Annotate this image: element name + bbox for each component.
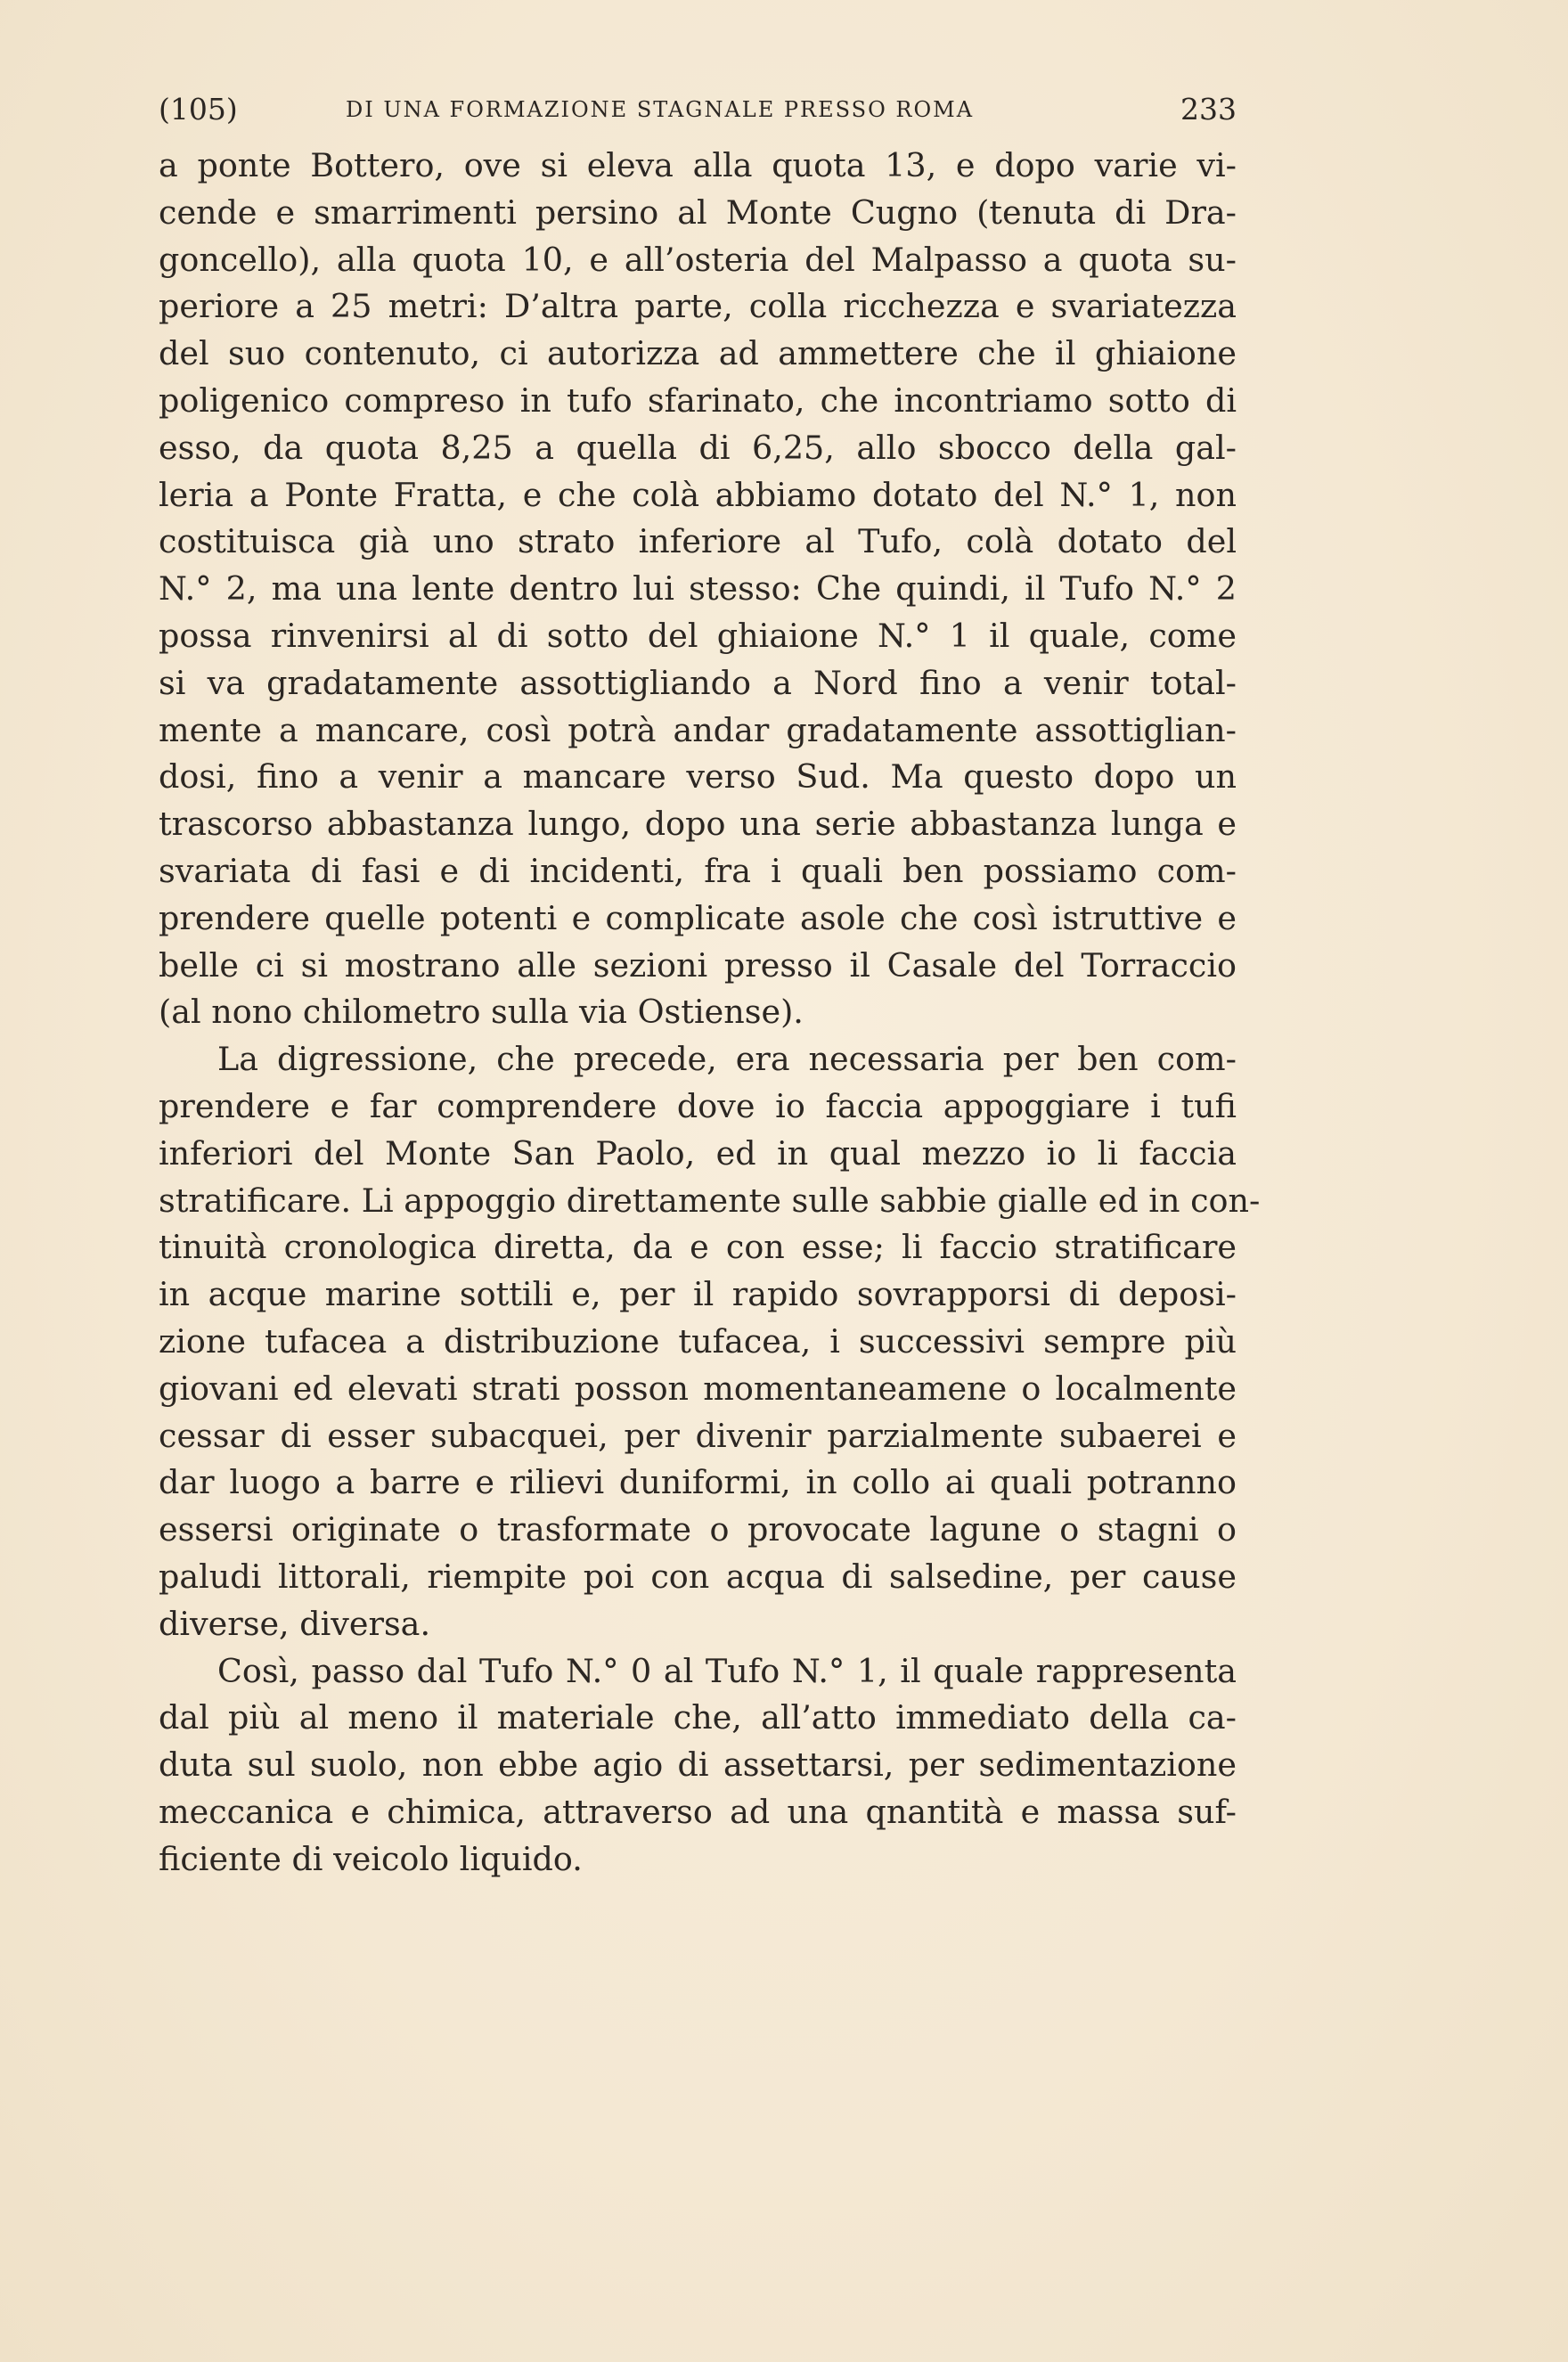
text-line: giovani ed elevati strati posson momentaneamene o localmente — [159, 1369, 1237, 1408]
text-line: in acque marine sottili e, per il rapido sovrapporsi di deposi- — [159, 1275, 1237, 1314]
text-line: del suo contenuto, ci autorizza ad ammettere che il ghiaione — [159, 334, 1237, 373]
page-number-right: 233 — [1180, 92, 1237, 127]
text-line: prendere quelle potenti e complicate asole che così istruttive e — [159, 898, 1237, 937]
text-line: esso, da quota 8,25 a quella di 6,25, allo sbocco della gal- — [159, 428, 1237, 467]
paragraph-3 — [159, 1648, 1237, 1884]
text-line: costituisca già uno strato inferiore al Tufo, colà dotato del — [159, 522, 1237, 561]
text-line: dal più al meno il materiale che, all’atto immediato della ca- — [159, 1698, 1237, 1737]
text-line: cende e smarrimenti persino al Monte Cugno (tenuta di Dra- — [159, 192, 1237, 232]
text-line: diverse, diversa. — [159, 1604, 431, 1643]
text-line: meccanica e chimica, attraverso ad una qnantità e massa suf- — [159, 1792, 1237, 1831]
text-line: Così, passo dal Tufo N.° 0 al Tufo N.° 1, il quale rappresenta — [217, 1651, 1237, 1690]
text-line: trascorso abbastanza lungo, dopo una serie abbastanza lunga e — [159, 805, 1237, 844]
text-line: (al nono chilometro sulla via Ostiense). — [159, 993, 804, 1032]
text-line: duta sul suolo, non ebbe agio di assettarsi, per sedimentazione — [159, 1745, 1237, 1785]
text-line: essersi originate o trasformate o provocate lagune o stagni o — [159, 1510, 1237, 1549]
text-line: si va gradatamente assottigliando a Nord fino a venir total- — [159, 663, 1237, 702]
text-line: cessar di esser subacquei, per divenir parzialmente subaerei e — [159, 1416, 1237, 1455]
text-line: zione tufacea a distribuzione tufacea, i successivi sempre più — [159, 1321, 1237, 1361]
text-line: N.° 2, ma una lente dentro lui stesso: Che quindi, il Tufo N.° 2 — [159, 569, 1237, 609]
text-line: belle ci si mostrano alle sezioni presso il Casale del Torraccio — [159, 945, 1237, 985]
text-line: dosi, fino a venir a mancare verso Sud. Ma questo dopo un — [159, 757, 1237, 797]
paragraph-1 — [159, 143, 1237, 1036]
text-line: paludi littorali, riempite poi con acqua di salsedine, per cause — [159, 1557, 1237, 1596]
text-line: a ponte Bottero, ove si eleva alla quota 13, e dopo varie vi- — [159, 146, 1237, 184]
text-line: tinuità cronologica diretta, da e con esse; li faccio stratificare — [159, 1228, 1237, 1267]
text-line: dar luogo a barre e rilievi duniformi, in collo ai quali potranno — [159, 1463, 1237, 1502]
text-line: periore a 25 metri: D’altra parte, colla ricchezza e svariatezza — [159, 287, 1237, 326]
text-line: stratificare. Li appoggio direttamente sulle sabbie gialle ed in con- — [159, 1181, 1261, 1220]
text-line: svariata di fasi e di incidenti, fra i quali ben possiamo com- — [159, 851, 1237, 890]
body-text — [159, 143, 1261, 1883]
text-line: mente a mancare, così potrà andar gradatamente assottiglian- — [159, 710, 1237, 749]
text-line: inferiori del Monte San Paolo, ed in qual mezzo io li faccia — [159, 1133, 1237, 1173]
text-line: poligenico compreso in tufo sfarinato, che incontriamo sotto di — [159, 380, 1237, 420]
running-title: DI UNA FORMAZIONE STAGNALE PRESSO ROMA — [346, 97, 975, 122]
text-line: leria a Ponte Fratta, e che colà abbiamo dotato del N.° 1, non — [159, 475, 1237, 514]
text-line: possa rinvenirsi al di sotto del ghiaione N.° 1 il quale, come — [159, 616, 1237, 655]
paragraph-2 — [159, 1036, 1261, 1647]
text-line: goncello), alla quota 10, e all’osteria del Malpasso a quota su- — [159, 240, 1237, 279]
page-number-left: (105) — [159, 92, 238, 127]
text-line: La digressione, che precede, era necessaria per ben com- — [217, 1040, 1237, 1079]
running-header — [159, 92, 1237, 131]
text-line: ficiente di veicolo liquido. — [159, 1839, 583, 1878]
text-line: prendere e far comprendere dove io faccia appoggiare i tufi — [159, 1086, 1237, 1125]
